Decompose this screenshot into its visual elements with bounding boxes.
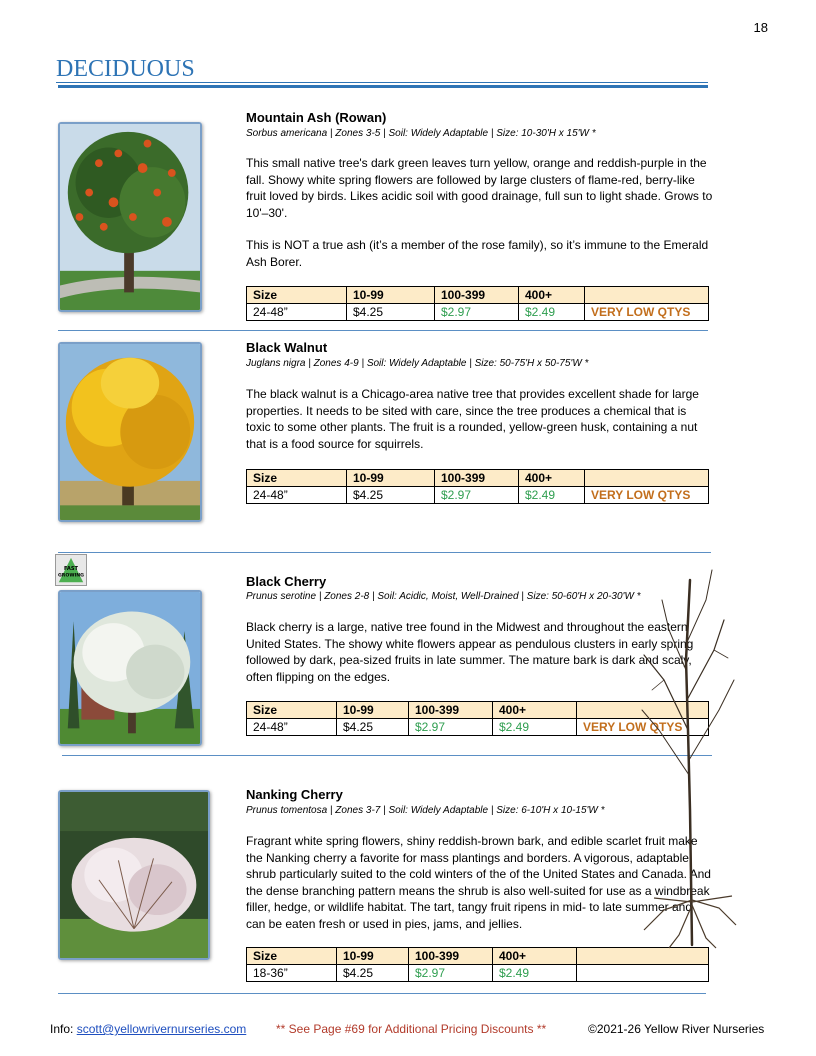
plant-meta: Juglans nigra | Zones 4-9 | Soil: Widely Adaptable | Size: 50-75'H x 50-75'W * <box>246 358 589 369</box>
cell-stock-note <box>577 965 709 982</box>
cell-price-tier-3: $2.49 <box>493 719 577 736</box>
cell-size: 24-48” <box>247 719 337 736</box>
plant-description <box>246 386 714 452</box>
page-number: 18 <box>753 20 768 35</box>
description-paragraph: This small native tree's dark green leaves turn yellow, orange and reddish-purple in the fall. Showy white spring flowers are followed by large clusters of flame-red, berry-like fruit loved by birds. Likes acidic soil with good drainage, full sun to light shade. Grows to 10'–30'. <box>246 156 713 220</box>
header-tier-1: 10-99 <box>337 702 409 719</box>
header-tier-3: 400+ <box>493 948 577 965</box>
cell-price-tier-2: $2.97 <box>409 965 493 982</box>
mountain-ash-photo <box>58 122 202 312</box>
fast-growing-badge <box>55 554 87 586</box>
bare-root-tree-illustration <box>624 560 744 950</box>
header-tier-1: 10-99 <box>347 287 435 304</box>
plant-name: Black Walnut <box>246 340 328 355</box>
description-paragraph: Fragrant white spring flowers, shiny reddish-brown bark, and edible scarlet fruit make the Nanking cherry a favorite for mass plantings and borders. A vigorous, adaptable shrub particularly suited to the cold winters of the of the United States and Canada. And the dense branching pattern means the shrub is also well-suited for use as a windbreak filler, hedge, or wildlife habitat. The tart, tangy fruit ripens in mid- to late summer and can be eaten fresh or used in pies, jams, and jellies. <box>246 834 711 931</box>
plant-name: Black Cherry <box>246 574 327 589</box>
cell-price-tier-1: $4.25 <box>337 965 409 982</box>
price-table-header <box>247 470 709 487</box>
header-size: Size <box>247 702 337 719</box>
title-rule <box>56 82 708 83</box>
description-paragraph: Black cherry is a large, native tree found in the Midwest and throughout the eastern United States. The showy white flowers appear as pendulous clusters in early spring followed by dark, pea-sized fruits in late summer. The mature bark is dark and scaly, often flipping on the edges. <box>246 620 694 684</box>
header-tier-1: 10-99 <box>337 948 409 965</box>
cell-stock-note: VERY LOW QTYS <box>585 304 709 321</box>
entry-divider <box>62 755 712 756</box>
plant-meta: Sorbus americana | Zones 3-5 | Soil: Widely Adaptable | Size: 10-30'H x 15'W * <box>246 128 596 139</box>
header-note <box>585 470 709 487</box>
cell-price-tier-2: $2.97 <box>409 719 493 736</box>
cell-price-tier-2: $2.97 <box>435 304 519 321</box>
cell-size: 24-48” <box>247 304 347 321</box>
footer-info-label: Info: <box>50 1022 74 1036</box>
plant-name: Mountain Ash (Rowan) <box>246 110 387 125</box>
header-tier-3: 400+ <box>519 470 585 487</box>
price-table-row <box>247 965 709 982</box>
footer-contact <box>50 1022 246 1036</box>
cell-size: 18-36” <box>247 965 337 982</box>
price-table <box>246 286 709 321</box>
entry-divider <box>58 993 706 994</box>
price-table-header <box>247 948 709 965</box>
entry-divider <box>58 330 708 331</box>
price-table-header <box>247 287 709 304</box>
header-tier-3: 400+ <box>493 702 577 719</box>
cell-price-tier-3: $2.49 <box>519 304 585 321</box>
plant-description <box>246 155 714 271</box>
cell-price-tier-2: $2.97 <box>435 487 519 504</box>
section-title: DECIDUOUS <box>56 56 195 82</box>
cell-stock-note: VERY LOW QTYS <box>585 487 709 504</box>
header-tier-2: 100-399 <box>435 470 519 487</box>
footer-discount-note: ** See Page #69 for Additional Pricing Discounts ** <box>276 1022 547 1036</box>
cell-price-tier-1: $4.25 <box>347 304 435 321</box>
cell-price-tier-3: $2.49 <box>519 487 585 504</box>
cell-stock-note: VERY LOW QTYS <box>577 719 709 736</box>
cell-price-tier-1: $4.25 <box>347 487 435 504</box>
price-table <box>246 469 709 504</box>
header-tier-2: 100-399 <box>435 287 519 304</box>
price-table <box>246 947 709 982</box>
footer-copyright: ©2021-26 Yellow River Nurseries <box>588 1022 765 1036</box>
header-note <box>577 948 709 965</box>
header-tier-2: 100-399 <box>409 702 493 719</box>
black-cherry-photo <box>58 590 202 746</box>
header-tier-2: 100-399 <box>409 948 493 965</box>
plant-name: Nanking Cherry <box>246 787 343 802</box>
price-table-row <box>247 487 709 504</box>
header-size: Size <box>247 948 337 965</box>
header-size: Size <box>247 470 347 487</box>
footer-email-link[interactable]: scott@yellowrivernurseries.com <box>76 1022 247 1036</box>
price-table-row <box>247 304 709 321</box>
header-size: Size <box>247 287 347 304</box>
nanking-cherry-photo <box>58 790 210 960</box>
black-walnut-photo <box>58 342 202 522</box>
plant-meta: Prunus serotine | Zones 2-8 | Soil: Acidic, Moist, Well-Drained | Size: 50-60'H x 20-30'W * <box>246 591 641 602</box>
header-tier-1: 10-99 <box>347 470 435 487</box>
header-note <box>585 287 709 304</box>
entry-divider <box>58 552 711 553</box>
plant-meta: Prunus tomentosa | Zones 3-7 | Soil: Widely Adaptable | Size: 6-10'H x 10-15'W * <box>246 805 605 816</box>
cell-price-tier-3: $2.49 <box>493 965 577 982</box>
description-paragraph: This is NOT a true ash (it’s a member of the rose family), so it’s immune to the Emerald Ash Borer. <box>246 238 709 269</box>
title-rule <box>58 85 708 88</box>
cell-price-tier-1: $4.25 <box>337 719 409 736</box>
description-paragraph: The black walnut is a Chicago-area native tree that provides excellent shade for large properties. It needs to be sited with care, since the tree produces a chemical that is toxic to some other plants. The fruit is a rounded, yellow-green husk, containing a nut that is a food source for squirrels. <box>246 387 699 451</box>
svg-text:GROWING: GROWING <box>57 573 85 579</box>
header-tier-3: 400+ <box>519 287 585 304</box>
svg-text:FAST: FAST <box>63 566 79 572</box>
cell-size: 24-48” <box>247 487 347 504</box>
